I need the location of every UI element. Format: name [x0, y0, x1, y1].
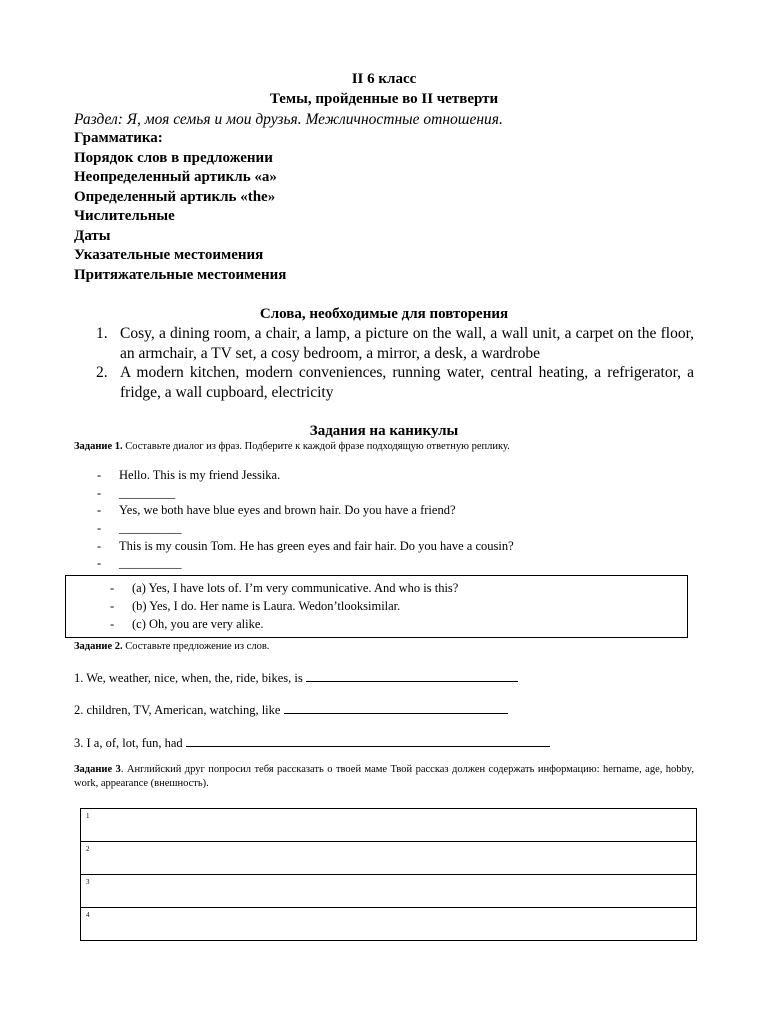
dash: -: [110, 617, 115, 631]
grammar-item: Притяжательные местоимения: [74, 266, 287, 283]
task1-label: Задание 1.: [74, 441, 123, 452]
dash: -: [97, 556, 102, 571]
row-number[interactable]: 3: [81, 875, 697, 908]
task3-instruction: . Английский друг попросил тебя рассказать о твоей маме Твой рассказ должен содержать информацию: hername, age, hobby, work, appearance (внешность).: [74, 764, 694, 789]
answer-options-box: [65, 575, 688, 638]
row-number[interactable]: 4: [81, 908, 697, 941]
sentence-answer-line: [284, 700, 508, 714]
dash: -: [97, 538, 102, 553]
answer-option-text: (a) Yes, I have lots of. I’m very communicative. And who is this?: [132, 581, 459, 595]
dialog-line-text: This is my cousin Tom. He has green eyes and fair hair. Do you have a cousin?: [119, 538, 514, 553]
answer-option-text: (c) Oh, you are very alike.: [132, 617, 264, 631]
section-heading: Раздел: Я, моя семья и мои друзья. Межличностные отношения.: [74, 111, 503, 128]
sentence-words: 3. I a, of, lot, fun, had: [74, 736, 186, 750]
task1-heading: [74, 440, 694, 454]
holiday-tasks-title: Задания на каникулы: [309, 423, 459, 439]
vocabulary-item: [96, 363, 694, 402]
answer-blank: _________: [119, 485, 176, 500]
grammar-item: Неопределенный артикль «a»: [74, 169, 277, 185]
dialog-line: [97, 467, 657, 485]
answer-blank: __________: [119, 556, 182, 571]
answer-blank: __________: [119, 521, 182, 536]
page-title: Темы, пройденные во II четверти: [269, 91, 499, 107]
dialog-line-text: Yes, we both have blue eyes and brown hair. Do you have a friend?: [119, 503, 456, 518]
task3-heading: [74, 763, 694, 791]
grammar-list: [74, 129, 694, 285]
grammar-heading: Грамматика:: [74, 130, 163, 146]
grammar-item: Определенный артикль «the»: [74, 188, 276, 205]
answer-option-text: (b) Yes, I do. Her name is Laura. Wedon’tlooksimilar.: [132, 599, 401, 613]
dash: -: [110, 599, 115, 613]
vocabulary-item: [96, 324, 694, 363]
grammar-item: Указательные местоимения: [74, 247, 264, 263]
row-number[interactable]: 2: [81, 842, 697, 875]
vocabulary-list: [96, 324, 694, 402]
dash: -: [97, 485, 102, 500]
dialog-line: [97, 538, 657, 556]
dialog-line: [97, 502, 657, 520]
dialog-line: [97, 485, 657, 503]
grammar-item: Порядок слов в предложении: [74, 149, 273, 166]
dialog-line-text: Hello. This is my friend Jessika.: [119, 468, 281, 482]
dash: -: [97, 503, 102, 518]
sentence-answer-line: [306, 668, 518, 682]
vocabulary-item-number: 1.: [96, 325, 108, 342]
dash: -: [97, 468, 102, 482]
table-row: [81, 875, 697, 908]
title-line: II 6 класс: [351, 71, 417, 87]
answer-table: [80, 808, 697, 941]
vocabulary-item-text: A modern kitchen, modern conveniences, running water, central heating, a refrigerator, a fridge, a wall cupboard, electricity: [120, 364, 694, 401]
sentence-item: [74, 733, 550, 752]
sentence-words: 1. We, weather, nice, when, the, ride, bikes, is: [74, 671, 306, 685]
table-row: [81, 908, 697, 941]
task2-heading: [74, 640, 694, 654]
dialog-lines: [97, 467, 657, 573]
vocabulary-item-text: Cosy, a dining room, a chair, a lamp, a picture on the wall, a wall unit, a carpet on the floor, an armchair, a TV set, a cosy bedroom, a mirror, a desk, a wardrobe: [120, 325, 694, 362]
grammar-item: Числительные: [74, 208, 175, 224]
dialog-line: [97, 520, 657, 538]
task1-instruction: Составьте диалог из фраз. Подберите к каждой фразе подходящую ответную реплику.: [122, 441, 510, 452]
row-number[interactable]: 1: [81, 809, 697, 842]
sentence-answer-line: [186, 733, 550, 747]
task2-instruction: Составьте предложение из слов.: [122, 641, 270, 652]
dash: -: [110, 581, 115, 595]
grammar-item: Даты: [74, 227, 111, 244]
vocabulary-item-number: 2.: [96, 364, 108, 381]
dialog-line: [97, 555, 657, 573]
dash: -: [97, 521, 102, 536]
sentence-item: [74, 668, 518, 687]
table-row: [81, 809, 697, 842]
vocabulary-title: Слова, необходимые для повторения: [259, 306, 509, 322]
task2-label: Задание 2.: [74, 641, 123, 652]
sentence-item: [74, 700, 508, 719]
sentence-words: 2. children, TV, American, watching, like: [74, 703, 284, 717]
table-row: [81, 842, 697, 875]
task3-label: Задание 3: [74, 764, 121, 775]
